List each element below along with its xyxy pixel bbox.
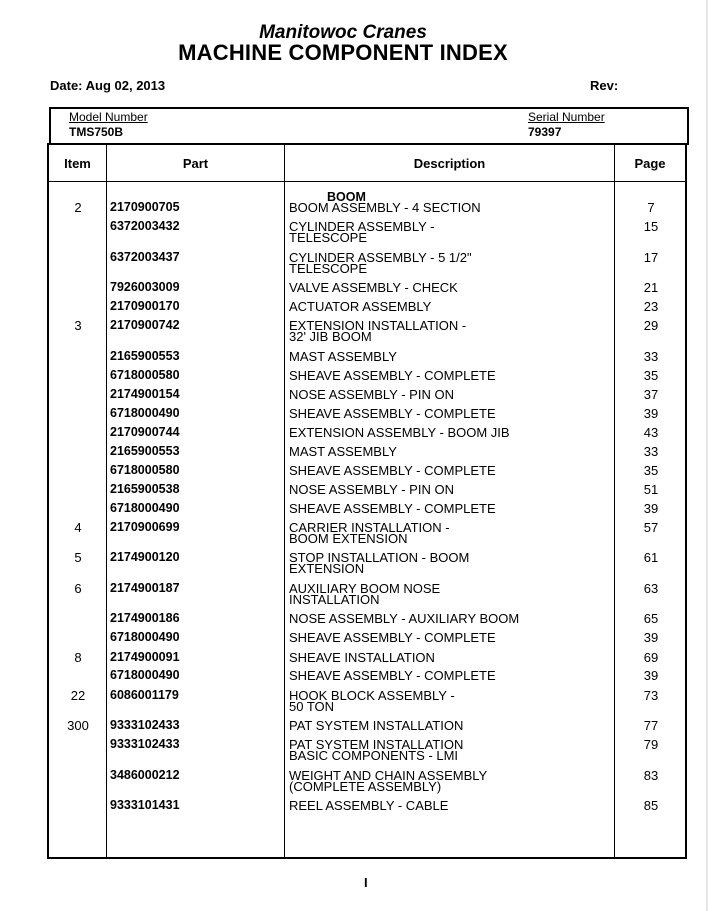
document-title: MACHINE COMPONENT INDEX <box>178 40 508 65</box>
description-cell <box>289 252 609 274</box>
page-cell: 37 <box>643 387 659 402</box>
description-line: ACTUATOR ASSEMBLY <box>289 299 432 314</box>
serial-number-value: 79397 <box>528 125 562 139</box>
page-cell: 39 <box>643 630 659 645</box>
description-line: SHEAVE INSTALLATION <box>289 650 435 665</box>
description-cell <box>289 370 609 381</box>
column-divider <box>106 145 107 857</box>
page-cell: 85 <box>643 798 659 813</box>
part-number-cell: 3486000212 <box>110 768 180 782</box>
page-cell: 51 <box>643 482 659 497</box>
part-number-cell: 7926003009 <box>110 280 180 294</box>
description-cell <box>289 301 609 312</box>
description-cell <box>289 320 609 342</box>
description-line: VALVE ASSEMBLY - CHECK <box>289 280 458 295</box>
part-number-cell: 2165900538 <box>110 482 180 496</box>
description-line: REEL ASSEMBLY - CABLE <box>289 798 449 813</box>
description-line: 32' JIB BOOM <box>289 329 372 344</box>
column-header-part: Part <box>182 156 209 171</box>
description-cell <box>289 282 609 293</box>
item-cell: 8 <box>74 650 82 665</box>
column-header-description: Description <box>413 156 486 171</box>
description-line: PAT SYSTEM INSTALLATION <box>289 737 464 752</box>
description-cell <box>289 408 609 419</box>
page-cell: 15 <box>643 219 659 234</box>
description-line: (COMPLETE ASSEMBLY) <box>289 779 442 794</box>
item-cell: 4 <box>74 520 82 535</box>
page-cell: 21 <box>643 280 659 295</box>
description-line: INSTALLATION <box>289 592 380 607</box>
description-line: BOOM EXTENSION <box>289 531 408 546</box>
description-cell <box>289 389 609 400</box>
page-cell: 63 <box>643 581 659 596</box>
column-divider <box>284 145 285 857</box>
description-line: STOP INSTALLATION - BOOM <box>289 550 470 565</box>
description-line: PAT SYSTEM INSTALLATION <box>289 718 464 733</box>
part-number-cell: 9333102433 <box>110 737 180 751</box>
part-number-cell: 2174900091 <box>110 650 180 664</box>
description-cell <box>289 739 609 761</box>
description-cell <box>289 446 609 457</box>
part-number-cell: 6718000580 <box>110 368 180 382</box>
item-cell: 3 <box>74 318 82 333</box>
page-cell: 65 <box>643 611 659 626</box>
page-cell: 39 <box>643 501 659 516</box>
description-cell <box>289 583 609 605</box>
column-header-page: Page <box>634 156 666 171</box>
description-cell <box>289 670 609 681</box>
model-number-value: TMS750B <box>69 125 124 139</box>
description-cell <box>289 552 609 574</box>
date-label: Date: Aug 02, 2013 <box>50 78 166 93</box>
model-serial-box <box>49 107 689 145</box>
description-cell <box>289 770 609 792</box>
part-number-cell: 6718000490 <box>110 630 180 644</box>
part-number-cell: 9333102433 <box>110 718 180 732</box>
description-line: SHEAVE ASSEMBLY - COMPLETE <box>289 463 496 478</box>
page-cell: 35 <box>643 463 659 478</box>
page-cell: 61 <box>643 550 659 565</box>
description-cell <box>289 690 609 712</box>
description-line: MAST ASSEMBLY <box>289 349 397 364</box>
part-number-cell: 2165900553 <box>110 349 180 363</box>
header-divider <box>49 181 685 182</box>
page-cell: 39 <box>643 668 659 683</box>
description-line: AUXILIARY BOOM NOSE <box>289 581 441 596</box>
page-cell: 33 <box>643 349 659 364</box>
description-cell <box>289 351 609 362</box>
page-cell: 33 <box>643 444 659 459</box>
description-line: SHEAVE ASSEMBLY - COMPLETE <box>289 501 496 516</box>
description-line: CYLINDER ASSEMBLY - 5 1/2" <box>289 250 472 265</box>
description-cell <box>289 632 609 643</box>
description-cell <box>289 484 609 495</box>
page-cell: 57 <box>643 520 659 535</box>
part-number-cell: 2170900705 <box>110 200 180 214</box>
part-number-cell: 2170900744 <box>110 425 180 439</box>
page-cell: 69 <box>643 650 659 665</box>
description-line: HOOK BLOCK ASSEMBLY - <box>289 688 455 703</box>
description-line: CARRIER INSTALLATION - <box>289 520 450 535</box>
description-cell <box>289 720 609 731</box>
description-cell <box>289 503 609 514</box>
item-cell: 5 <box>74 550 82 565</box>
part-number-cell: 2165900553 <box>110 444 180 458</box>
column-header-item: Item <box>64 156 91 171</box>
description-line: BASIC COMPONENTS - LMI <box>289 748 459 763</box>
description-line: TELESCOPE <box>289 230 368 245</box>
part-number-cell: 6372003432 <box>110 219 180 233</box>
section-heading: BOOM <box>327 190 366 204</box>
page-cell: 17 <box>643 250 659 265</box>
page-cell: 73 <box>643 688 659 703</box>
page-cell: 77 <box>643 718 659 733</box>
description-line: SHEAVE ASSEMBLY - COMPLETE <box>289 368 496 383</box>
part-number-cell: 2170900699 <box>110 520 180 534</box>
page-number: I <box>364 875 368 890</box>
description-line: NOSE ASSEMBLY - PIN ON <box>289 482 454 497</box>
description-cell <box>289 221 609 243</box>
description-line: SHEAVE ASSEMBLY - COMPLETE <box>289 630 496 645</box>
description-line: EXTENSION INSTALLATION - <box>289 318 467 333</box>
page-cell: 7 <box>647 200 655 215</box>
page-cell: 29 <box>643 318 659 333</box>
description-line: TELESCOPE <box>289 261 368 276</box>
description-cell <box>289 522 609 544</box>
item-cell: 300 <box>67 718 89 733</box>
part-number-cell: 6086001179 <box>110 688 179 702</box>
part-number-cell: 6718000490 <box>110 406 180 420</box>
page-cell: 39 <box>643 406 659 421</box>
description-line: SHEAVE ASSEMBLY - COMPLETE <box>289 668 496 683</box>
description-cell <box>289 202 609 213</box>
description-line: EXTENSION ASSEMBLY - BOOM JIB <box>289 425 510 440</box>
part-number-cell: 6372003437 <box>110 250 180 264</box>
part-number-cell: 9333101431 <box>110 798 180 812</box>
description-line: NOSE ASSEMBLY - PIN ON <box>289 387 454 402</box>
description-line: WEIGHT AND CHAIN ASSEMBLY <box>289 768 488 783</box>
item-cell: 6 <box>74 581 82 596</box>
part-number-cell: 6718000580 <box>110 463 180 477</box>
page-cell: 43 <box>643 425 659 440</box>
item-cell: 2 <box>74 200 82 215</box>
description-cell <box>289 613 609 624</box>
brand-title: Manitowoc Cranes <box>259 22 427 43</box>
description-line: CYLINDER ASSEMBLY - <box>289 219 435 234</box>
description-line: EXTENSION <box>289 561 365 576</box>
description-cell <box>289 652 609 663</box>
description-cell <box>289 800 609 811</box>
description-cell <box>289 427 609 438</box>
model-number-label: Model Number <box>69 110 148 124</box>
serial-number-label: Serial Number <box>528 110 605 124</box>
page-cell: 79 <box>643 737 659 752</box>
item-cell: 22 <box>70 688 86 703</box>
description-line: SHEAVE ASSEMBLY - COMPLETE <box>289 406 496 421</box>
part-number-cell: 2174900186 <box>110 611 180 625</box>
rev-label: Rev: <box>590 78 619 93</box>
page-cell: 35 <box>643 368 659 383</box>
part-number-cell: 2170900170 <box>110 299 180 313</box>
description-cell <box>289 465 609 476</box>
description-line: NOSE ASSEMBLY - AUXILIARY BOOM <box>289 611 520 626</box>
part-number-cell: 2174900187 <box>110 581 180 595</box>
page-cell: 23 <box>643 299 659 314</box>
description-line: MAST ASSEMBLY <box>289 444 397 459</box>
part-number-cell: 2174900120 <box>110 550 180 564</box>
description-line: 50 TON <box>289 699 335 714</box>
part-number-cell: 6718000490 <box>110 668 180 682</box>
description-line: BOOM ASSEMBLY - 4 SECTION <box>289 200 481 215</box>
part-number-cell: 2174900154 <box>110 387 180 401</box>
page-cell: 83 <box>643 768 659 783</box>
component-table <box>47 143 687 859</box>
part-number-cell: 2170900742 <box>110 318 180 332</box>
part-number-cell: 6718000490 <box>110 501 180 515</box>
